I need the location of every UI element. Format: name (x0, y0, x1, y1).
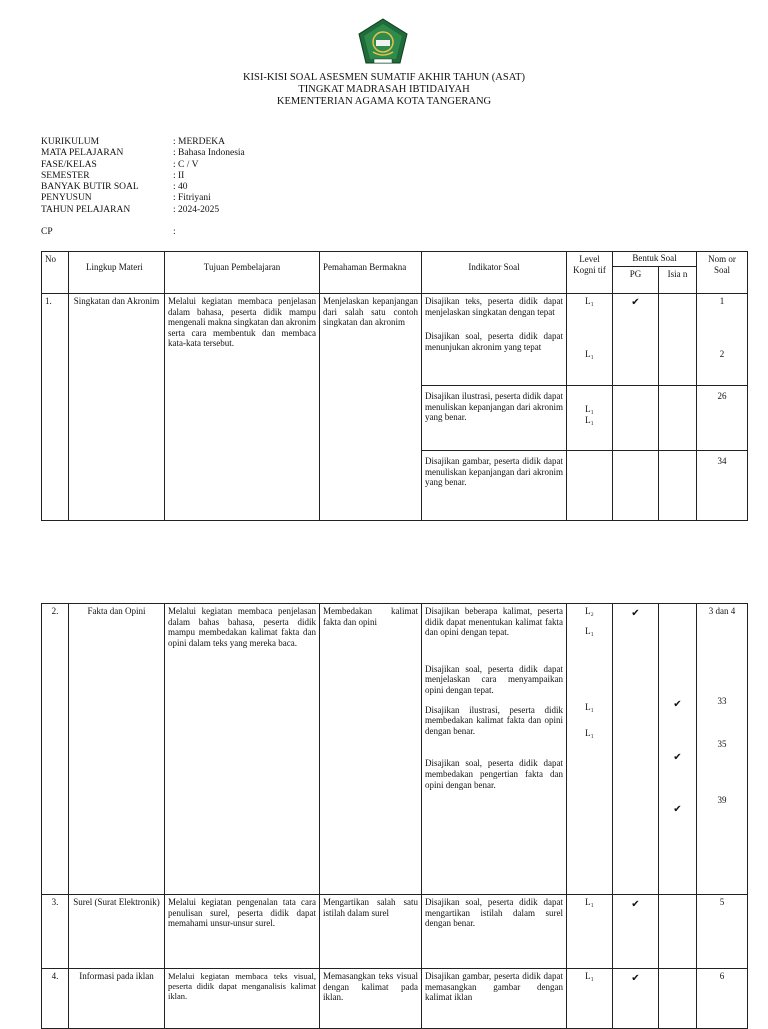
check-icon: ✔ (631, 608, 640, 619)
level-item: L₁ (585, 404, 594, 414)
meta-value: : 2024-2025 (173, 204, 220, 215)
indikator-cell: Disajikan gambar, peserta didik dapat memasangkan gambar dengan kalimat iklan (422, 969, 567, 1029)
isian-cell (659, 386, 697, 451)
indikator-item: Disajikan soal, peserta didik dapat menjelaskan cara menyampaikan opini dengan tepat. (425, 663, 563, 695)
meta-row (41, 171, 245, 182)
meta-key: BANYAK BUTIR SOAL (41, 182, 139, 193)
row-lingkup: Fakta dan Opini (69, 604, 165, 895)
row-pemahaman: Menjelaskan kepanjangan dari salah satu contoh singkatan dan akronim (320, 294, 422, 521)
meta-value: : C / V (173, 159, 199, 170)
level-item: L₁ (585, 727, 594, 738)
row-no: 1. (42, 294, 69, 521)
cp-row (41, 227, 176, 237)
level-item: L₁ (585, 414, 594, 425)
cp-key: CP (41, 227, 53, 237)
meta-key: MATA PELAJARAN (41, 148, 124, 159)
row-pemahaman: Membedakan kalimat fakta dan opini (320, 604, 422, 895)
meta-value: : Bahasa Indonesia (173, 148, 245, 159)
header-lingkup: Lingkup Materi (69, 252, 165, 294)
nomor-cell (697, 386, 748, 451)
document-institution: KEMENTERIAN AGAMA KOTA TANGERANG (276, 96, 492, 107)
pg-cell (613, 895, 659, 969)
indikator-cell (422, 386, 567, 451)
indikator-item: Disajikan gambar, peserta didik dapat menuliskan kepanjangan dari akronim yang benar. (425, 456, 563, 488)
nomor-cell (697, 451, 748, 521)
document-meta (41, 137, 245, 216)
indikator-item: Disajikan teks, peserta didik dapat menjelaskan singkatan dengan tepat (425, 296, 563, 317)
meta-key: SEMESTER (41, 170, 90, 181)
kisi-kisi-table-2 (41, 603, 748, 1029)
meta-row (41, 193, 245, 204)
indikator-item: Disajikan soal, peserta didik dapat menunjukan akronim yang tepat (425, 331, 563, 352)
check-icon: ✔ (673, 751, 682, 763)
meta-value: : 40 (173, 182, 188, 193)
nomor-item: 34 (717, 456, 727, 466)
meta-row (41, 205, 245, 216)
level-item: L₁ (585, 348, 594, 359)
indikator-item: Disajikan ilustrasi, peserta didik dapat menuliskan kepanjangan dari akronim yang benar. (425, 391, 563, 423)
nomor-cell: 5 (697, 895, 748, 969)
nomor-item: 2 (719, 348, 725, 359)
meta-key: KURIKULUM (41, 137, 100, 147)
row-pemahaman: Mengartikan salah satu istilah dalam surel (320, 895, 422, 969)
row-pemahaman: Memasangkan teks visual dengan kalimat pada iklan. (320, 969, 422, 1029)
header-bentuk-soal: Bentuk Soal (613, 252, 697, 267)
isian-cell (659, 969, 697, 1029)
indikator-cell: Disajikan soal, peserta didik dapat mengartikan istilah dalam surel dengan benar. (422, 895, 567, 969)
meta-value: : MERDEKA (173, 137, 225, 147)
row-lingkup: Singkatan dan Akronim (69, 294, 165, 521)
meta-row (41, 148, 245, 159)
check-icon: ✔ (631, 973, 640, 984)
meta-key: FASE/KELAS (41, 159, 97, 170)
nomor-item: 26 (717, 391, 727, 401)
nomor-item: 35 (717, 739, 727, 750)
check-icon: ✔ (631, 899, 640, 910)
row-tujuan: Melalui kegiatan membaca penjelasan dalam bahas bahasa, peserta didik mampu membedakan kalimat fakta dan opini dalam teks yang mereka baca. (165, 604, 320, 895)
header-tujuan: Tujuan Pembelajaran (165, 252, 320, 294)
row-no: 3. (42, 895, 69, 969)
level-cell: L₁ (567, 895, 613, 969)
header-indikator: Indikator Soal (422, 252, 567, 294)
nomor-cell (697, 294, 748, 386)
level-item: L₂ (585, 606, 594, 616)
nomor-item: 1 (719, 296, 725, 306)
level-cell: L₁ (567, 969, 613, 1029)
meta-key: PENYUSUN (41, 193, 92, 204)
header-pg: PG (613, 267, 659, 294)
level-item: L₁ (585, 702, 594, 713)
header-no: No (42, 252, 69, 294)
row-tujuan: Melalui kegiatan pengenalan tata cara penulisan surel, peserta didik dapat memahami unsur-unsur surel. (165, 895, 320, 969)
level-cell (567, 294, 613, 386)
header-level: Level Kogni tif (567, 252, 613, 294)
level-item: L₁ (585, 625, 594, 636)
kemenag-logo (355, 18, 411, 66)
level-item: L₁ (585, 296, 594, 306)
meta-key: TAHUN PELAJARAN (41, 204, 131, 215)
isian-cell (659, 895, 697, 969)
indikator-item: Disajikan ilustrasi, peserta didik membedakan kalimat fakta dan opini dengan benar. (425, 704, 563, 736)
indikator-cell (422, 451, 567, 521)
row-no: 2. (42, 604, 69, 895)
level-cell (567, 386, 613, 451)
nomor-cell: 6 (697, 969, 748, 1029)
header-pemahaman: Pemahaman Bermakna (320, 252, 422, 294)
meta-row (41, 182, 245, 193)
meta-value: : II (173, 170, 185, 181)
pg-cell (613, 386, 659, 451)
document-subtitle: TINGKAT MADRASAH IBTIDAIYAH (298, 84, 470, 95)
row-no: 4. (42, 969, 69, 1029)
meta-value: : Fitriyani (173, 193, 211, 204)
check-icon: ✔ (673, 699, 682, 710)
nomor-cell (697, 604, 748, 895)
pg-cell (613, 604, 659, 895)
level-cell (567, 604, 613, 895)
isian-cell (659, 294, 697, 386)
cp-value: : (173, 227, 176, 237)
pg-cell (613, 294, 659, 386)
row-tujuan: Melalui kegiatan membaca teks visual, peserta didik dapat menganalisis kalimat iklan. (165, 969, 320, 1029)
row-lingkup: Surel (Surat Elektronik) (69, 895, 165, 969)
meta-row (41, 160, 245, 171)
level-cell (567, 451, 613, 521)
check-icon: ✔ (631, 297, 640, 308)
indikator-cell (422, 604, 567, 895)
pg-cell (613, 451, 659, 521)
nomor-item: 39 (717, 794, 727, 805)
nomor-item: 3 dan 4 (708, 606, 736, 616)
document-title: KISI-KISI SOAL ASESMEN SUMATIF AKHIR TAHUN (ASAT) (242, 72, 526, 83)
meta-row (41, 137, 245, 148)
isian-cell (659, 604, 697, 895)
nomor-item: 33 (717, 695, 727, 706)
row-lingkup: Informasi pada iklan (69, 969, 165, 1029)
kisi-kisi-table-1 (41, 251, 748, 521)
isian-cell (659, 451, 697, 521)
indikator-cell (422, 294, 567, 386)
indikator-item: Disajikan beberapa kalimat, peserta didik dapat menentukan kalimat fakta dan opini dengan tepat. (425, 606, 563, 638)
row-tujuan: Melalui kegiatan membaca penjelasan dalam bahasa, peserta didik mampu mengenali makna singkatan dan akronim serta cara membentuk dan membaca kata-kata tersebut. (165, 294, 320, 521)
pg-cell (613, 969, 659, 1029)
check-icon: ✔ (673, 804, 682, 816)
header-isian: Isia n (659, 267, 697, 294)
indikator-item: Disajikan soal, peserta didik dapat membedakan pengertian fakta dan opini dengan benar. (425, 758, 563, 790)
header-nomor-soal: Nom or Soal (697, 252, 748, 294)
